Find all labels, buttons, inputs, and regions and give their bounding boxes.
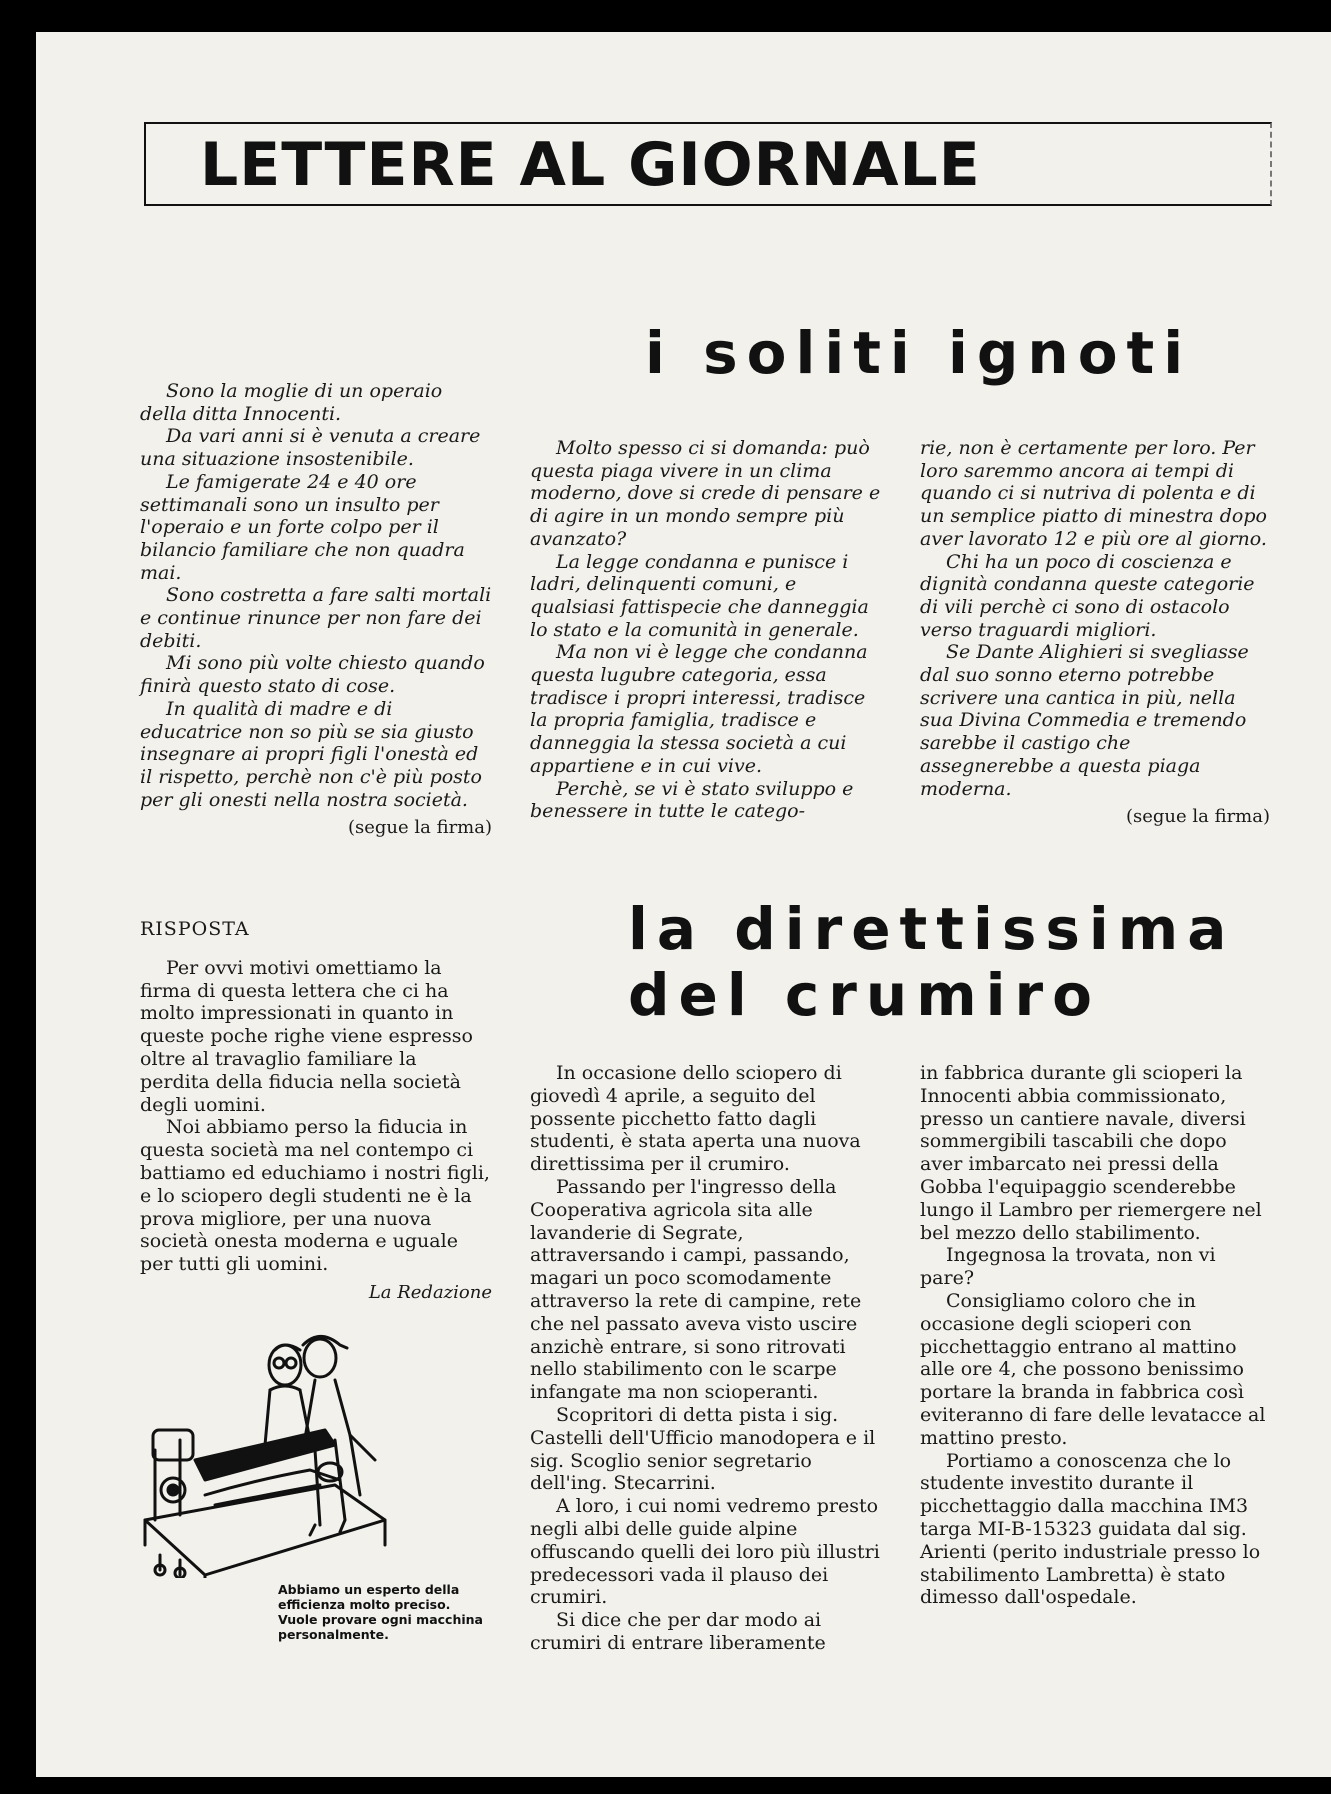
article1-signature: (segue la firma) xyxy=(1125,806,1270,828)
cartoon-caption: Abbiamo un esperto della efficienza molto preciso. Vuole provare ogni macchina personalmente. xyxy=(278,1582,483,1642)
article2-column-right xyxy=(920,1062,1272,1609)
article1-paragraph: La legge condanna e punisce i ladri, delinquenti comuni, e qualsiasi fattispecie che danneggia lo stato e la comunità in generale. xyxy=(530,550,869,641)
article1-paragraph: rie, non è certamente per loro. Per loro saremmo ancora ai tempi di quando ci si nutriva di polenta e di un semplice piatto di minestra dopo aver lavorato 12 e più ore al giorno. xyxy=(920,437,1267,550)
article1-paragraph: Molto spesso ci si domanda: può questa piaga vivere in un clima moderno, dove si crede di pensare e di agire in un mondo sempre più avanzato? xyxy=(530,437,881,550)
article2-paragraph: In occasione dello sciopero di giovedì 4 aprile, a seguito del possente picchetto fatto dagli studenti, è stata aperta una nuova direttissima per il crumiro. xyxy=(530,1062,861,1176)
article1-paragraph: Chi ha un poco di coscienza e dignità condanna queste categorie di vili perchè ci sono di ostacolo verso traguardi migliori. xyxy=(920,550,1255,641)
cartoon-illustration xyxy=(135,1320,395,1578)
article2-paragraph: Scopritori di detta pista i sig. Castelli dell'Ufficio manodopera e il sig. Scoglio senior segretario dell'ing. Stecarrini. xyxy=(530,1403,876,1495)
headline-direttissima-line1: la direttissima xyxy=(628,895,1236,963)
letter-paragraph: In qualità di madre e di educatrice non so più se sia giusto insegnare ai propri figli l'onestà ed il rispetto, perchè non c'è più posto per gli onesti nella nostra società. xyxy=(140,697,482,811)
article2-paragraph: Si dice che per dar modo ai crumiri di entrare liberamente xyxy=(530,1609,826,1654)
reply-paragraph: Noi abbiamo perso la fiducia in questa società ma nel contempo ci battiamo ed educhiamo i nostri figli, e lo sciopero degli studenti ne è la prova migliore, per una nuova società onesta moderna e uguale per tutti gli uomini. xyxy=(140,1116,490,1276)
reply-column xyxy=(140,918,492,1305)
article1-column-left xyxy=(530,437,882,823)
article2-paragraph: Ingegnosa la trovata, non vi pare? xyxy=(920,1244,1216,1290)
article2-paragraph: Passando per l'ingresso della Cooperativa agricola sita alle lavanderie di Segrate, attraversando i campi, passando, magari un poco scomodamente attraverso la rete di campine, rete che nel passato aveva visto uscire anzichè entrare, si sono ritrovati nello stabilimento con le scarpe infangate ma non scioperanti. xyxy=(530,1175,862,1404)
letter-paragraph: Da vari anni si è venuta a creare una situazione insostenibile. xyxy=(140,425,481,471)
article2-paragraph: A loro, i cui nomi vedremo presto negli albi delle guide alpine offuscando quelli dei loro più illustri predecessori vada il plauso dei crumiri. xyxy=(530,1495,880,1609)
letter-column xyxy=(140,380,492,840)
article1-paragraph: Perchè, se vi è stato sviluppo e benessere in tutte le catego- xyxy=(530,777,854,823)
letter-paragraph: Sono la moglie di un operaio della ditta Innocenti. xyxy=(140,380,443,425)
reply-paragraph: Per ovvi motivi omettiamo la firma di questa lettera che ci ha molto impressionati in quanto in queste poche righe viene espresso oltre al travaglio familiare la perdita della fiducia nella società degli uomini. xyxy=(140,956,473,1116)
article2-column-left xyxy=(530,1062,882,1655)
reply-signature: La Redazione xyxy=(368,1281,492,1303)
letter-paragraph: Mi sono più volte chiesto quando finirà questo stato di cose. xyxy=(140,652,485,698)
article1-paragraph: Se Dante Alighieri si svegliasse dal suo sonno eterno potrebbe scrivere una cantica in più, nella sua Divina Commedia e tremendo sarebbe il castigo che assegnerebbe a questa piaga moderna. xyxy=(920,641,1249,800)
article2-paragraph: in fabbrica durante gli scioperi la Innocenti abbia commissionato, presso un cantiere navale, diversi sommergibili tascabili che dopo aver imbarcato nei pressi della Gobba l'equipaggio scenderebbe lungo il Lambro per riemergere nel bel mezzo dello stabilimento. xyxy=(920,1062,1262,1244)
reply-label: RISPOSTA xyxy=(140,918,250,940)
page-title: LETTERE AL GIORNALE xyxy=(200,130,981,200)
headline-direttissima-line2: del crumiro xyxy=(628,961,1101,1029)
letter-signature: (segue la firma) xyxy=(347,817,492,839)
article1-paragraph: Ma non vi è legge che condanna questa lugubre categoria, essa tradisce i propri interessi, tradisce la propria famiglia, tradisce e danneggia la stessa società a cui appartiene e in cui vive. xyxy=(530,641,868,777)
article2-paragraph: Portiamo a conoscenza che lo studente investito durante il picchettaggio dalla macchina IM3 targa MI-B-15323 guidata dal sig. Arienti (perito industriale presso lo stabilimento Lambretta) è stato dimesso dall'ospedale. xyxy=(920,1449,1261,1609)
article2-paragraph: Consigliamo coloro che in occasione degli scioperi con picchettaggio entrano al mattino alle ore 4, che possono benissimo portare la branda in fabbrica così eviteranno di fare delle levatacce al mattino presto. xyxy=(920,1289,1266,1449)
letter-paragraph: Le famigerate 24 e 40 ore settimanali sono un insulto per l'operaio e un forte colpo per il bilancio familiare che non quadra mai. xyxy=(140,470,465,584)
letter-paragraph: Sono costretta a fare salti mortali e continue rinunce per non fare dei debiti. xyxy=(140,584,492,652)
article1-column-right xyxy=(920,437,1270,829)
headline-soliti-ignoti: i soliti ignoti xyxy=(645,319,1193,387)
